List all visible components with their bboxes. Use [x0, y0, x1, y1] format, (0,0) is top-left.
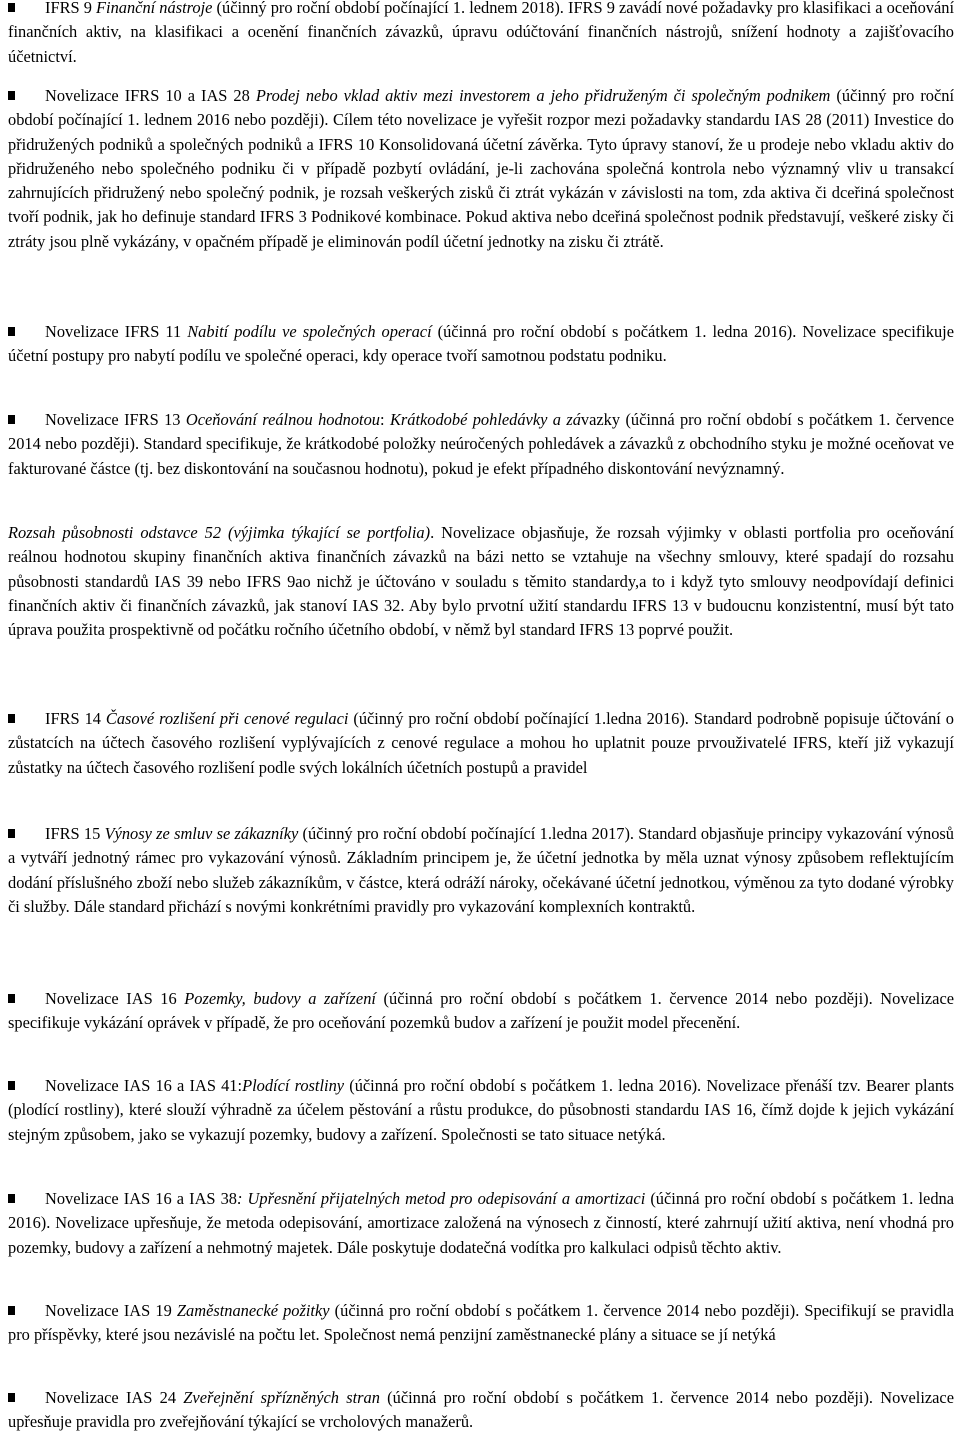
body-text: Novelizace IFRS 13 — [45, 410, 186, 429]
italic-title-text: Oceňování reálnou hodnotou — [185, 410, 380, 429]
body-text: (účinný pro roční období počínající 1.ledna 2017). Standard objasňuje principy vykazování výnosů a vytváří jednotný rámec pro vykazování výnosů. Základním principem je, že účetní jednotka by měla uznat výnosy způsobem reflektujícím dodání příslušného zboží nebo služeb zákazníkům, v částce, která odráží nároky, očekávané účetní jednotkou, výměnou za tyto dodané výrobky či služby. Dále standard přichází s novými konkrétními pravidly pro vykazování komplexních kontraktů. — [8, 824, 954, 916]
body-text: (účinná pro roční období s počátkem 1. ledna 2016). Novelizace specifikuje účetní postupy pro nabytí podílu ve společné operaci, kdy operace tvoří samotnou podstatu podniku. — [8, 322, 954, 366]
body-text: (účinný pro roční období počínající 1. lednem 2018). IFRS 9 zavádí nové požadavky pro klasifikaci a oceňování finančních aktiv, na klasifikaci a ocenění finančních závazků, úpravu odúčtování finančních nástrojů, snížení hodnoty a zajišťovacího účetnictví. — [8, 0, 954, 66]
paragraph-ifrs-14 — [8, 707, 954, 780]
body-text: (účinná pro roční období s počátkem 1. července 2014 nebo později). Novelizace specifikuje vykázání oprávek v případě, že pro oceňování pozemků budov a zařízení je použit model přecenění. — [8, 989, 955, 1033]
italic-title-text: Časové rozlišení při cenové regulaci — [105, 709, 349, 728]
italic-title-text: : Upřesnění přijatelných metod pro odepisování a amortizaci — [237, 1189, 646, 1208]
italic-title-text: Výnosy ze smluv se zákazníky — [104, 824, 299, 843]
paragraph-ias-16 — [8, 987, 954, 1036]
bullet-icon — [8, 994, 15, 1003]
italic-title-text: Rozsah působnosti odstavce 52 (výjimka týkající se portfolia) — [8, 523, 431, 542]
bullet-icon — [8, 1194, 15, 1203]
paragraph-ias-24 — [8, 1386, 954, 1435]
italic-title-text: Pozemky, budovy a zařízení — [184, 989, 376, 1008]
body-text: IFRS 15 — [45, 824, 105, 843]
italic-title-text: Plodící rostliny — [242, 1076, 345, 1095]
bullet-icon — [8, 91, 15, 100]
paragraph-ias-16-ias-38 — [8, 1187, 954, 1260]
bullet-icon — [8, 327, 15, 336]
bullet-icon — [8, 714, 15, 723]
body-text: (účinná pro roční období s počátkem 1. července 2014 nebo později). Specifikují se pravidla pro příspěvky, které jsou nezávislé na počtu let. Společnost nemá penzijní zaměstnanecké plány a situace se jí netýká — [8, 1301, 954, 1345]
body-text: . Novelizace objasňuje, že rozsah výjimky v oblasti portfolia pro oceňování reálnou hodnotou skupiny finančních aktiva finančních závazků na bázi netto se vztahuje na všechny smlouvy, které spadají do rozsahu působnosti standardů IAS 39 nebo IFRS 9ao nichž je účtováno v souladu s těmito standardy,a to i když tyto smlouvy neodpovídají definici finančních aktiv či finančních závazků, jak stanoví IAS 32. Aby bylo prvotní užití standardu IFRS 13 v budoucnu konzistentní, musí být tato úprava použita prospektivně od počátku ročního účetního období, v němž byl standard IFRS 13 poprvé použit. — [8, 523, 954, 640]
paragraph-ifrs-15 — [8, 822, 954, 919]
bullet-icon — [8, 415, 15, 424]
paragraph-scope-52 — [8, 521, 954, 642]
paragraph-ifrs-10-ias-28 — [8, 84, 954, 254]
body-text: Novelizace IAS 24 — [45, 1388, 184, 1407]
body-text: Novelizace IAS 16 a IAS 41: — [45, 1076, 243, 1095]
paragraph-ifrs-9 — [8, 0, 954, 69]
paragraph-ias-19 — [8, 1299, 954, 1348]
italic-title-text: Zaměstnanecké požitky — [176, 1301, 330, 1320]
body-text: (účinná pro roční období s počátkem 1. ledna 2016). Novelizace upřesňuje, že metoda odepisování, amortizace založená na výnosech z činností, které zahrnují užití aktiva, není vhodná pro pozemky, budovy a zařízení a nehmotný majetek. Dále poskytuje dodatečná vodítka pro kalkulaci odpisů těchto aktiv. — [8, 1189, 954, 1257]
body-text: (účinná pro roční období s počátkem 1. července 2014 nebo později). Novelizace upřesňuje pravidla pro zveřejňování týkající se vrcholových manažerů. — [8, 1388, 954, 1432]
body-text: Novelizace IFRS 10 a IAS 28 — [45, 86, 256, 105]
paragraph-ias-16-ias-41 — [8, 1074, 954, 1147]
body-text: Novelizace IFRS 11 — [45, 322, 188, 341]
body-text: IFRS 14 — [45, 709, 106, 728]
body-text: vazky (účinná pro roční období s počátkem 1. července 2014 nebo později). Standard specifikuje, že krátkodobé položky neúročených pohledávek a závazků z obchodního styku je možné oceňovat ve fakturované částce (tj. bez diskontování na současnou hodnotu), pokud je efekt případného diskontování nevýznamný. — [8, 410, 955, 478]
body-text: (účinný pro roční období počínající 1. lednem 2016 nebo později). Cílem této novelizace je vyřešit rozpor mezi požadavky standardu IAS 28 (2011) Investice do přidružených podniků a společných podniků a IFRS 10 Konsolidovaná účetní závěrka. Tyto úpravy stanoví, že u prodeje nebo vkladu aktiv do přidruženého nebo společného podniku či v případě pozbytí ovládání, je-li zachována společná kontrola nebo významný vliv u transakcí zahrnujících přidružený nebo společný podnik, je rozsah veškerých zisků či ztrát vykázán v závislosti na tom, zda aktiva či dceřiná společnost tvoří podnik, jak ho definuje standard IFRS 3 Podnikové kombinace. Pokud aktiva nebo dceřiná společnost podnik představují, veškeré zisky či ztráty jsou plně vykázány, v opačném případě je eliminován podíl účetní jednotky na zisku či ztrátě. — [8, 86, 955, 251]
body-text: IFRS 9 — [45, 0, 97, 17]
body-text: Novelizace IAS 16 a IAS 38 — [45, 1189, 237, 1208]
paragraph-ifrs-13 — [8, 408, 954, 481]
bullet-icon — [8, 829, 15, 838]
bullet-icon — [8, 1393, 15, 1402]
body-text: (účinná pro roční období s počátkem 1. ledna 2016). Novelizace přenáší tzv. Bearer plants (plodící rostliny), které slouží výhradně za účelem pěstování a růstu produkce, do působnosti standardu IAS 16, čímž dojde k jejich vykázání stejným způsobem, jako se vykazují pozemky, budovy a zařízení. Společnosti se tato situace netýká. — [8, 1076, 954, 1144]
italic-title-text: Prodej nebo vklad aktiv mezi investorem a jeho přidruženým či společným podnikem — [255, 86, 831, 105]
body-text: Novelizace IAS 19 — [45, 1301, 177, 1320]
italic-title-text: Zveřejnění spřízněných stran — [183, 1388, 380, 1407]
bullet-icon — [8, 3, 15, 12]
italic-title-text: Nabití podílu ve společných operací — [187, 322, 432, 341]
body-text: Novelizace IAS 16 — [45, 989, 185, 1008]
bullet-icon — [8, 1306, 15, 1315]
bullet-icon — [8, 1081, 15, 1090]
body-text: (účinný pro roční období počínající 1.ledna 2016). Standard podrobně popisuje účtování o zůstatcích na účtech časového rozlišení vyplývajících z cenové regulace a mohou ho uplatnit pouze prvouživatelé IFRS, kteří již vykazují zůstatky na účtech časového rozlišení podle svých lokálních účetních postupů a pravidel — [8, 709, 954, 777]
body-text: : — [380, 410, 390, 429]
italic-title-text: Finanční nástroje — [96, 0, 213, 17]
paragraph-ifrs-11 — [8, 320, 954, 369]
italic-title-text: Krátkodobé pohledávky a zá — [389, 410, 581, 429]
